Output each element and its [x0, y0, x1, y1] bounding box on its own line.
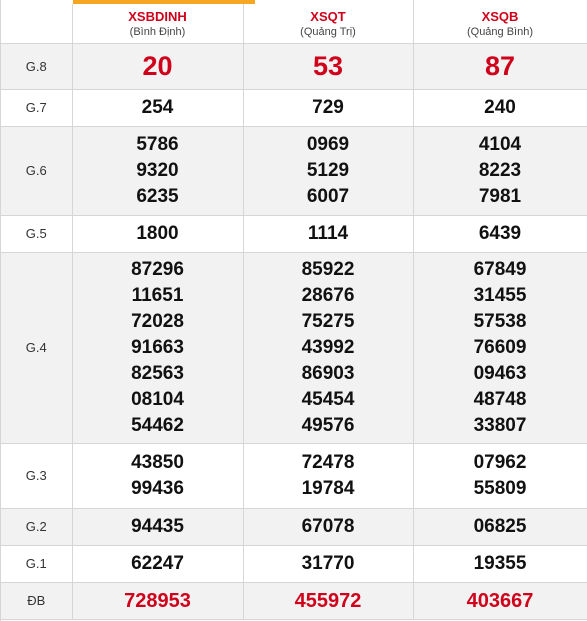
prize-number: 6439 [478, 222, 522, 244]
header-accent-bar [1, 0, 587, 4]
prize-label: G.8 [1, 43, 72, 89]
prize-number: 75275 [301, 310, 355, 332]
prize-number: 5129 [306, 159, 350, 181]
prize-number: 86903 [301, 362, 355, 384]
prize-number: 72028 [131, 310, 184, 332]
prize-row [1, 545, 587, 582]
province-name: (Quảng Trị) [300, 26, 356, 39]
prize-cell [72, 215, 243, 252]
province-code[interactable]: XSQT [310, 9, 346, 25]
prize-row [1, 252, 587, 443]
prize-label: ĐB [1, 582, 72, 619]
prize-cell [243, 443, 413, 508]
prize-cell [243, 215, 413, 252]
prize-cell [72, 43, 243, 89]
prize-number: 19355 [473, 552, 527, 574]
prize-number: 87296 [131, 258, 184, 280]
prize-cell [72, 545, 243, 582]
prize-number: 728953 [124, 589, 191, 612]
prize-number: 5786 [136, 133, 179, 155]
prize-number: 20 [142, 51, 173, 81]
prize-cell [413, 582, 587, 619]
province-code[interactable]: XSQB [481, 9, 519, 25]
prize-number: 43992 [301, 336, 355, 358]
prize-row [1, 43, 587, 89]
prize-number: 43850 [131, 451, 184, 473]
prize-number: 67078 [301, 515, 355, 537]
prize-row [1, 89, 587, 126]
prize-number: 0969 [306, 133, 350, 155]
prize-number: 72478 [301, 451, 355, 473]
prize-row [1, 582, 587, 619]
prize-number: 54462 [131, 414, 184, 436]
province-code[interactable]: XSBDINH [128, 9, 187, 25]
prize-cell [413, 443, 587, 508]
prize-number: 6007 [306, 185, 350, 207]
prize-cell [413, 508, 587, 545]
prize-number: 09463 [473, 362, 527, 384]
province-header-qt[interactable] [243, 0, 413, 43]
prize-number: 48748 [473, 388, 527, 410]
prize-label: G.6 [1, 126, 72, 215]
prize-cell [243, 43, 413, 89]
prize-number: 455972 [294, 589, 362, 612]
prize-number: 99436 [131, 477, 184, 499]
prize-label: G.7 [1, 89, 72, 126]
province-name: (Bình Định) [129, 26, 186, 39]
prize-rows [1, 43, 587, 619]
prize-cell [72, 582, 243, 619]
prize-number: 11651 [131, 284, 184, 306]
prize-cell [413, 126, 587, 215]
prize-cell [413, 43, 587, 89]
prize-number: 06825 [473, 515, 527, 537]
prize-number: 4104 [478, 133, 522, 155]
province-header-bdinh[interactable] [72, 0, 243, 43]
prize-number: 1114 [307, 222, 349, 244]
prize-cell [243, 252, 413, 443]
prize-number: 33807 [473, 414, 527, 436]
prize-cell [413, 252, 587, 443]
prize-label: G.3 [1, 443, 72, 508]
prize-number: 08104 [131, 388, 184, 410]
prize-label: G.4 [1, 252, 72, 443]
accent-segment [73, 0, 255, 4]
prize-number: 91663 [131, 336, 184, 358]
prize-number: 67849 [473, 258, 527, 280]
prize-number: 57538 [473, 310, 527, 332]
prize-row [1, 443, 587, 508]
prize-cell [72, 126, 243, 215]
prize-number: 729 [312, 96, 344, 118]
prize-number: 62247 [131, 552, 184, 574]
prize-number: 19784 [301, 477, 355, 499]
lottery-results-table [1, 0, 587, 620]
prize-number: 94435 [131, 515, 184, 537]
prize-number: 254 [141, 96, 174, 118]
prize-number: 82563 [131, 362, 184, 384]
prize-number: 28676 [301, 284, 355, 306]
prize-cell [413, 215, 587, 252]
prize-row [1, 215, 587, 252]
prize-number: 7981 [478, 185, 522, 207]
prize-label: G.5 [1, 215, 72, 252]
table-header-row [1, 0, 587, 43]
prize-number: 8223 [478, 159, 522, 181]
prize-cell [413, 545, 587, 582]
province-name: (Quảng Bình) [466, 26, 534, 39]
prize-number: 07962 [473, 451, 527, 473]
prize-cell [243, 545, 413, 582]
prize-label: G.1 [1, 545, 72, 582]
prize-cell [243, 89, 413, 126]
prize-row [1, 508, 587, 545]
header-corner-cell [1, 0, 72, 43]
prize-label: G.2 [1, 508, 72, 545]
prize-cell [243, 582, 413, 619]
prize-number: 85922 [301, 258, 355, 280]
prize-number: 49576 [301, 414, 355, 436]
prize-cell [72, 89, 243, 126]
prize-number: 6235 [136, 185, 179, 207]
prize-number: 31770 [301, 552, 355, 574]
prize-number: 31455 [473, 284, 527, 306]
province-header-qb[interactable] [413, 0, 587, 43]
prize-number: 53 [312, 51, 344, 81]
prize-cell [72, 252, 243, 443]
prize-number: 55809 [473, 477, 527, 499]
prize-number: 240 [484, 96, 516, 118]
prize-cell [72, 508, 243, 545]
prize-row [1, 126, 587, 215]
prize-number: 87 [484, 51, 516, 81]
prize-cell [243, 126, 413, 215]
prize-number: 45454 [301, 388, 355, 410]
prize-number: 9320 [136, 159, 179, 181]
prize-cell [243, 508, 413, 545]
prize-cell [72, 443, 243, 508]
prize-number: 1800 [136, 222, 179, 244]
prize-number: 403667 [466, 589, 534, 612]
prize-number: 76609 [473, 336, 527, 358]
prize-cell [413, 89, 587, 126]
